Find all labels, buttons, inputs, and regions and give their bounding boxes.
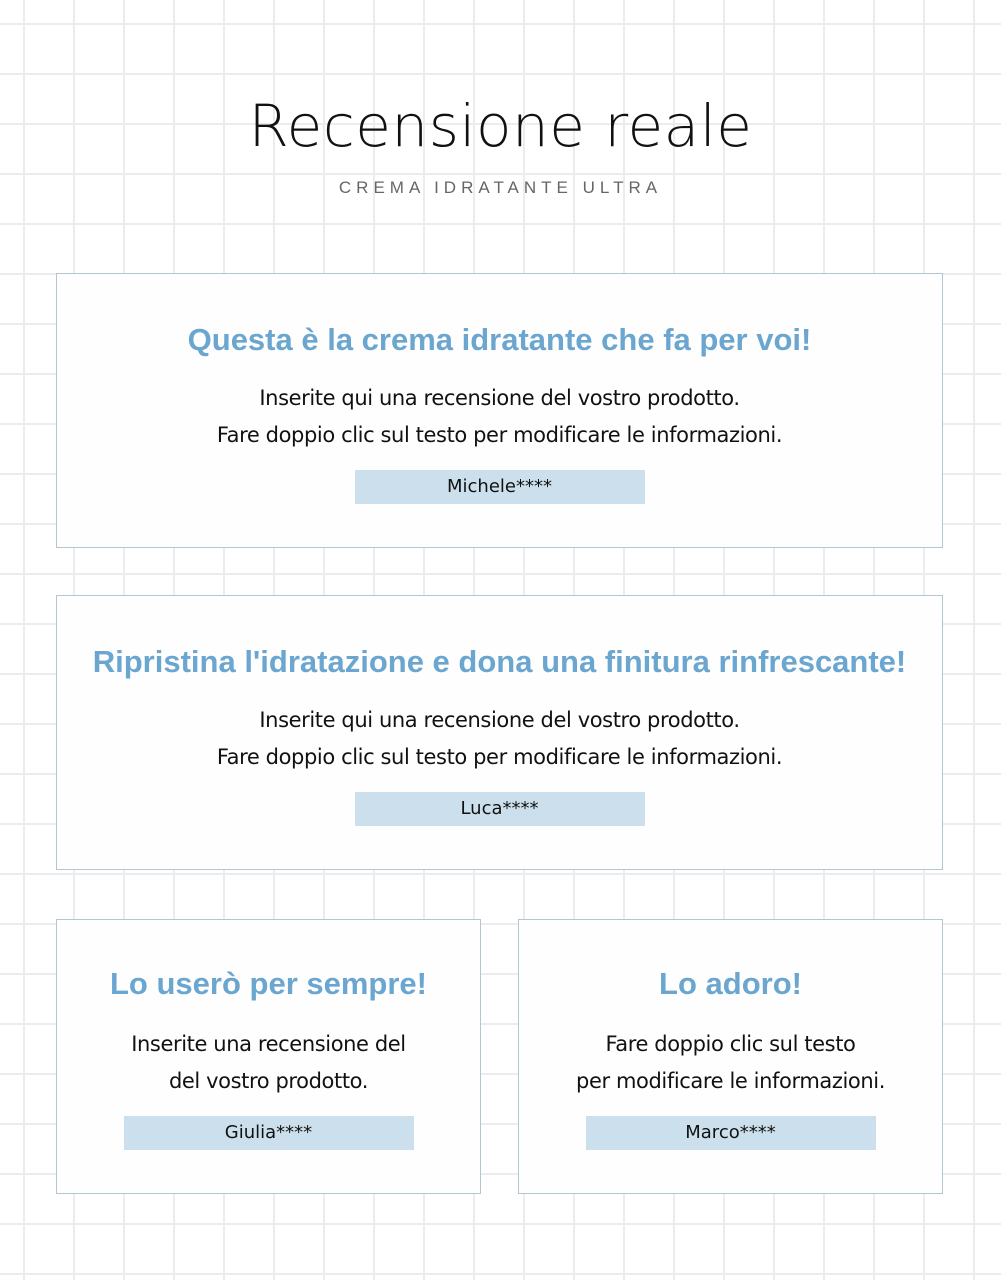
review-card bbox=[56, 273, 943, 548]
review-author: Marco**** bbox=[586, 1116, 876, 1150]
review-line: Inserite qui una recensione del vostro prodotto. bbox=[259, 708, 740, 732]
review-author: Luca**** bbox=[355, 792, 645, 826]
page-title: Recensione reale bbox=[248, 92, 753, 160]
review-text bbox=[57, 1026, 480, 1100]
review-line: Inserite qui una recensione del vostro prodotto. bbox=[259, 386, 740, 410]
review-text bbox=[519, 1026, 942, 1100]
review-heading: Lo userò per sempre! bbox=[110, 966, 427, 1001]
review-heading: Ripristina l'idratazione e dona una finitura rinfrescante! bbox=[92, 644, 907, 679]
review-line: del vostro prodotto. bbox=[168, 1069, 369, 1093]
review-line: Fare doppio clic sul testo per modificare le informazioni. bbox=[216, 745, 783, 769]
review-line: Fare doppio clic sul testo bbox=[605, 1032, 856, 1056]
review-heading: Questa è la crema idratante che fa per voi! bbox=[187, 322, 812, 357]
review-card bbox=[56, 919, 481, 1194]
review-author: Michele**** bbox=[355, 470, 645, 504]
page-subtitle: CREMA IDRATANTE ULTRA bbox=[338, 178, 663, 197]
review-heading: Lo adoro! bbox=[659, 966, 802, 1001]
review-author: Giulia**** bbox=[124, 1116, 414, 1150]
review-card bbox=[518, 919, 943, 1194]
review-line: Fare doppio clic sul testo per modificare le informazioni. bbox=[216, 423, 783, 447]
review-line: Inserite una recensione del bbox=[131, 1032, 406, 1056]
review-line: per modificare le informazioni. bbox=[576, 1069, 885, 1093]
review-text bbox=[57, 380, 942, 454]
review-card bbox=[56, 595, 943, 870]
review-text bbox=[57, 702, 942, 776]
